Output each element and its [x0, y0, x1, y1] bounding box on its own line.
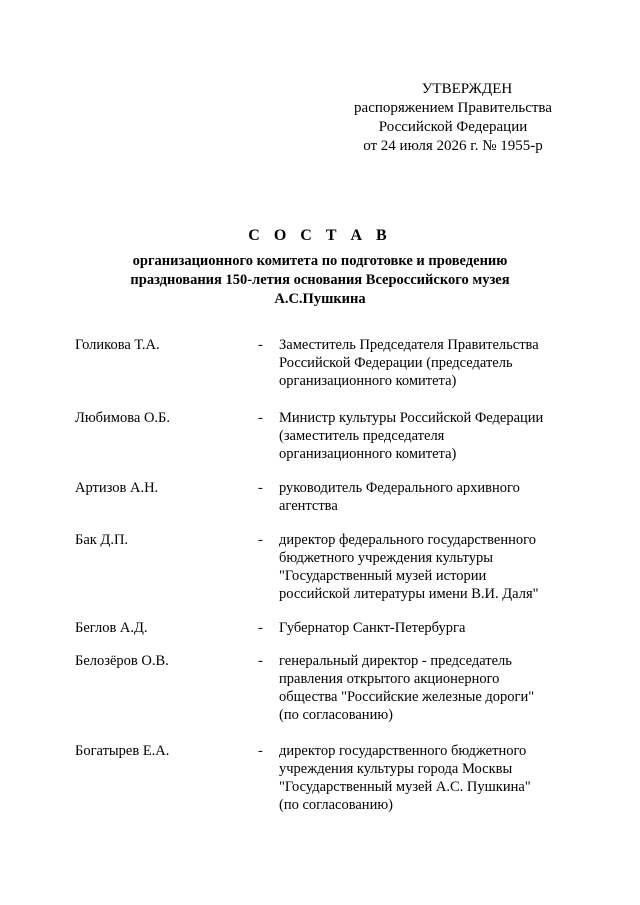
member-name: Бак Д.П. — [75, 532, 129, 548]
member-dash: - — [258, 620, 263, 636]
approval-line-1: распоряжением Правительства — [354, 100, 552, 116]
member-role — [279, 336, 569, 390]
member-name: Белозёров О.В. — [75, 653, 169, 669]
approval-title: УТВЕРЖДЕН — [421, 81, 513, 97]
member-role-line: директор федерального государственного — [279, 532, 536, 548]
member-role — [279, 742, 569, 814]
member-row — [75, 652, 575, 724]
member-row — [75, 742, 575, 814]
member-role-line: учреждения культуры города Москвы — [279, 761, 513, 777]
member-name: Богатырев Е.А. — [75, 743, 170, 759]
member-role-line: Заместитель Председателя Правительства — [279, 337, 539, 353]
member-dash: - — [258, 410, 263, 426]
member-dash: - — [258, 337, 263, 353]
member-role-line: (заместитель председателя — [279, 428, 445, 444]
member-role-line: организационного комитета) — [279, 373, 457, 389]
member-dash: - — [258, 653, 263, 669]
heading-title: С О С Т А В — [248, 227, 392, 244]
heading-subtitle — [0, 252, 640, 309]
member-role-line: агентства — [279, 498, 338, 514]
member-role-line: (по согласованию) — [279, 797, 393, 813]
document-heading — [0, 226, 640, 309]
member-role — [279, 479, 569, 515]
member-role-line: руководитель Федерального архивного — [279, 480, 520, 496]
member-row — [75, 619, 575, 637]
member-role-line: (по согласованию) — [279, 707, 393, 723]
member-role — [279, 619, 569, 637]
member-name: Голикова Т.А. — [75, 337, 160, 353]
member-role-line: российской литературы имени В.И. Даля" — [279, 586, 539, 602]
heading-subtitle-line-3: А.С.Пушкина — [274, 291, 366, 307]
member-dash: - — [258, 532, 263, 548]
member-role-line: директор государственного бюджетного — [279, 743, 527, 759]
member-role-line: Российской Федерации (председатель — [279, 355, 513, 371]
member-role — [279, 409, 569, 463]
member-dash: - — [258, 743, 263, 759]
heading-subtitle-line-1: организационного комитета по подготовке и проведению — [132, 253, 508, 269]
member-role-line: "Государственный музей А.С. Пушкина" — [279, 779, 531, 795]
member-role — [279, 531, 569, 603]
member-role-line: организационного комитета) — [279, 446, 457, 462]
member-row — [75, 336, 575, 390]
member-role-line: бюджетного учреждения культуры — [279, 550, 493, 566]
approval-line-2: Российской Федерации — [378, 119, 528, 135]
member-role-line: Министр культуры Российской Федерации — [279, 410, 544, 426]
member-role-line: общества "Российские железные дороги" — [279, 689, 535, 705]
member-role-line: генеральный директор - председатель — [279, 653, 512, 669]
member-name: Беглов А.Д. — [75, 620, 148, 636]
heading-subtitle-line-2: празднования 150-летия основания Всероссийского музея — [130, 272, 510, 288]
member-row — [75, 479, 575, 515]
member-role-line: Губернатор Санкт-Петербурга — [279, 620, 466, 636]
member-row — [75, 409, 575, 463]
member-role — [279, 652, 569, 724]
member-role-line: правления открытого акционерного — [279, 671, 500, 687]
member-row — [75, 531, 575, 603]
members-list — [75, 336, 575, 814]
member-dash: - — [258, 480, 263, 496]
approval-block — [348, 80, 558, 156]
member-name: Любимова О.Б. — [75, 410, 170, 426]
member-name: Артизов А.Н. — [75, 480, 159, 496]
approval-line-3: от 24 июля 2026 г. № 1955-р — [363, 138, 543, 154]
member-role-line: "Государственный музей истории — [279, 568, 487, 584]
